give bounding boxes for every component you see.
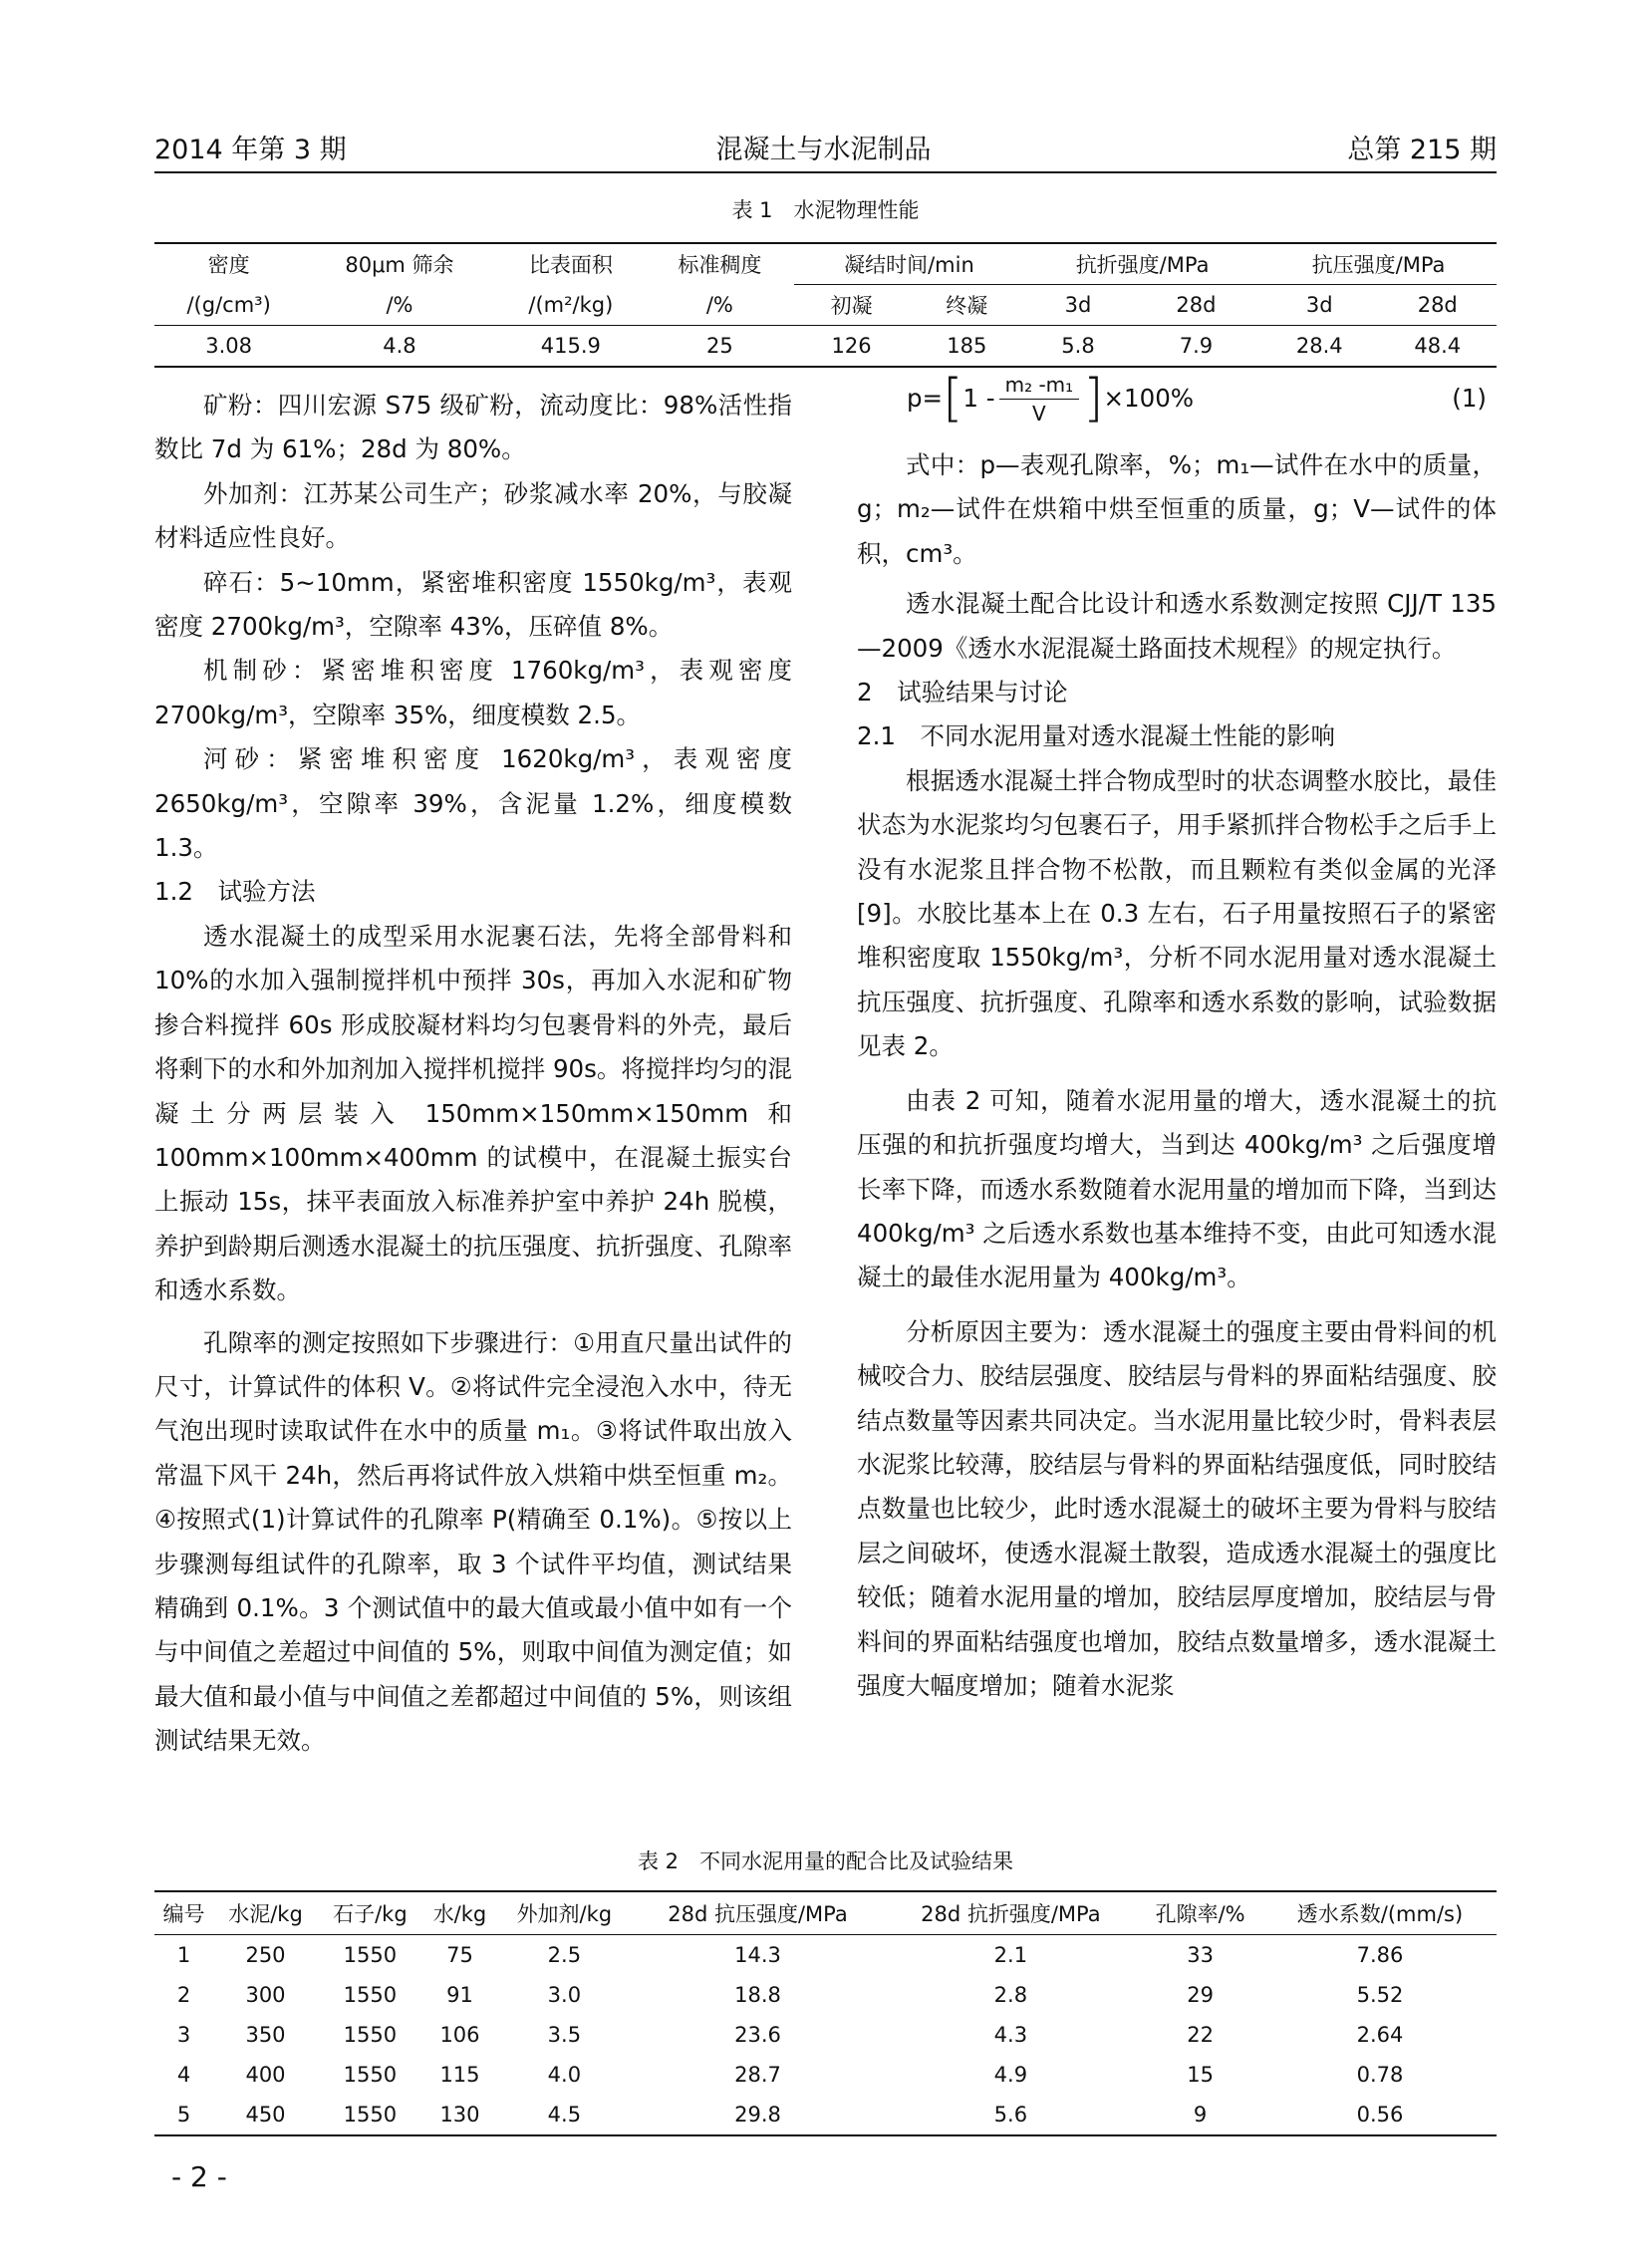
t2-cell: 1550 — [343, 1943, 398, 1967]
paragraph: 机制砂：紧密堆积密度 1760kg/m³，表观密度 2700kg/m³，空隙率 35%，细度模数 2.5。 — [154, 656, 792, 729]
fraction — [999, 371, 1080, 427]
t2-cell: 2.64 — [1356, 2023, 1404, 2047]
t1-sub: 3d — [1024, 285, 1132, 326]
t1-cell: 185 — [947, 334, 987, 358]
t2-cell: 106 — [439, 2023, 480, 2047]
t1-head: 比表面积 — [528, 253, 613, 278]
paragraph: 矿粉：四川宏源 S75 级矿粉，流动度比：98%活性指数比 7d 为 61%；28d 为 80%。 — [154, 391, 792, 464]
t2-cell: 130 — [439, 2103, 480, 2126]
t2-head: 编号 — [154, 1891, 213, 1935]
t2-cell: 33 — [1187, 1943, 1214, 1967]
t1-head: 标准稠度 — [678, 253, 762, 278]
t2-cell: 400 — [245, 2063, 286, 2087]
t1-unit: /(m²/kg) — [496, 285, 646, 326]
table-row — [154, 2055, 1497, 2095]
fraction-numerator: m₂ -m₁ — [999, 371, 1080, 400]
t2-cell: 91 — [446, 1983, 473, 2007]
right-column — [857, 369, 1497, 1708]
table-row — [154, 1975, 1497, 2015]
paragraph: 分析原因主要为：透水混凝土的强度主要由骨料间的机械咬合力、胶结层强度、胶结层与骨料的界面粘结强度、胶结点数量等因素共同决定。当水泥用量比较少时，骨料表层水泥浆比较薄，胶结层与骨料的界面粘结强度低，同时胶结点数量也比较少，此时透水混凝土的破坏主要为骨料与胶结层之间破坏，使透水混凝土散裂，造成透水混凝土的强度比较低；随着水泥用量的增加，胶结层厚度增加，胶结层与骨料间的界面粘结强度也增加，胶结点数量增多，透水混凝土强度大幅度增加；随着水泥浆 — [857, 1316, 1497, 1700]
t2-cell: 15 — [1187, 2063, 1214, 2087]
t2-cell: 4.9 — [993, 2063, 1028, 2087]
t1-cell: 5.8 — [1061, 334, 1095, 358]
t1-cell: 126 — [831, 334, 872, 358]
t1-sub: 终凝 — [909, 285, 1024, 326]
t2-cell: 9 — [1193, 2103, 1208, 2126]
equation-1 — [857, 354, 1497, 443]
equation-number: (1) — [1452, 383, 1487, 413]
t2-cell: 14.3 — [734, 1943, 781, 1967]
t2-cell: 0.56 — [1356, 2103, 1404, 2126]
page-number: - 2 - — [171, 2160, 227, 2193]
table-row — [154, 2015, 1497, 2055]
t1-sub: 28d — [1132, 285, 1260, 326]
t1-cell: 28.4 — [1295, 334, 1343, 358]
header-rule — [154, 171, 1497, 173]
t2-cell: 2.8 — [993, 1983, 1028, 2007]
t2-cell: 5.52 — [1356, 1983, 1404, 2007]
t2-cell: 4.3 — [993, 2023, 1028, 2047]
t2-cell: 3 — [176, 2023, 191, 2047]
t1-cell: 7.9 — [1179, 334, 1214, 358]
table-row — [154, 1935, 1497, 1976]
t2-cell: 7.86 — [1356, 1943, 1404, 1967]
table2 — [154, 1890, 1497, 2136]
paragraph: 透水混凝土配合比设计和透水系数测定按照 CJJ/T 135—2009《透水水泥混凝土路面技术规程》的规定执行。 — [857, 589, 1497, 663]
t2-cell: 3.0 — [547, 1983, 582, 2007]
t2-cell: 23.6 — [734, 2023, 781, 2047]
t2-head: 水/kg — [422, 1891, 497, 1935]
t2-head: 孔隙率/% — [1137, 1891, 1263, 1935]
t2-cell: 18.8 — [734, 1983, 781, 2007]
t2-cell: 450 — [245, 2103, 286, 2126]
paragraph: 式中：p—表观孔隙率，%；m₁—试件在水中的质量，g；m₂—试件在烘箱中烘至恒重的质量，g；V—试件的体积，cm³。 — [857, 450, 1497, 568]
t1-cell: 4.8 — [383, 334, 416, 358]
t2-cell: 22 — [1187, 2023, 1214, 2047]
header-right: 总第 215 期 — [1347, 135, 1497, 165]
paragraph: 河砂：紧密堆积密度 1620kg/m³，表观密度 2650kg/m³，空隙率 39%，含泥量 1.2%，细度模数 1.3。 — [154, 744, 792, 863]
paragraph: 碎石：5~10mm，紧密堆积密度 1550kg/m³，表观密度 2700kg/m³，空隙率 43%，压碎值 8%。 — [154, 567, 792, 642]
header-left: 2014 年第 3 期 — [154, 135, 347, 165]
left-column — [154, 384, 792, 1764]
paragraph: 透水混凝土的成型采用水泥裹石法，先将全部骨料和 10%的水加入强制搅拌机中预拌 30s，再加入水泥和矿物掺合料搅拌 60s 形成胶凝材料均匀包裹骨料的外壳，最后将剩下的水和外加剂加入搅拌机搅拌 90s。将搅拌均匀的混凝土分两层装入 150mm×150mm×150mm 和 100mm×100mm×400mm 的试模中，在混凝土振实台上振动 15s，抹平表面放入标准养护室中养护 24h 脱模，养护到龄期后测透水混凝土的抗压强度、抗折强度、孔隙率和透水系数。 — [154, 921, 792, 1305]
t1-head: 抗压强度/MPa — [1260, 243, 1497, 285]
t1-head: 抗折强度/MPa — [1024, 243, 1260, 285]
t2-cell: 2 — [176, 1983, 191, 2007]
t2-head: 28d 抗折强度/MPa — [884, 1891, 1137, 1935]
fraction-denominator: V — [1032, 401, 1046, 425]
t2-cell: 1550 — [343, 2023, 398, 2047]
t1-head: 凝结时间/min — [794, 243, 1024, 285]
t1-sub: 初凝 — [794, 285, 910, 326]
t2-cell: 29 — [1187, 1983, 1214, 2007]
t2-cell: 1550 — [343, 2103, 398, 2126]
header-center: 混凝土与水泥制品 — [715, 135, 932, 165]
t1-unit: /% — [303, 285, 495, 326]
t2-head: 28d 抗压强度/MPa — [632, 1891, 885, 1935]
t2-cell: 1550 — [343, 2063, 398, 2087]
t2-cell: 250 — [245, 1943, 286, 1967]
bracket-left: [ — [943, 369, 963, 428]
t1-unit: /% — [646, 285, 794, 326]
paragraph: 孔隙率的测定按照如下步骤进行：①用直尺量出试件的尺寸，计算试件的体积 V。②将试件完全浸泡入水中，待无气泡出现时读取试件在水中的质量 m₁。③将试件取出放入常温下风干 24h，然后再将试件放入烘箱中烘至恒重 m₂。④按照式(1)计算试件的孔隙率 P(精确至 0.1%)。⑤按以上步骤测每组试件的孔隙率，取 3 个试件平均值，测试结果精确到 0.1%。3 个测试值中的最大值或最小值中如有一个与中间值之差超过中间值的 5%，则取中间值为测定值；如最大值和最小值与中间值之差都超过中间值的 5%，则该组测试结果无效。 — [154, 1327, 792, 1756]
t2-cell: 4 — [176, 2063, 191, 2087]
table-row — [154, 2095, 1497, 2135]
t2-cell: 3.5 — [547, 2023, 582, 2047]
subsection-heading: 2.1 不同水泥用量对透水混凝土性能的影响 — [857, 721, 1335, 751]
t1-sub: 3d — [1260, 285, 1378, 326]
t2-cell: 4.5 — [547, 2103, 582, 2126]
t2-head: 透水系数/(mm/s) — [1263, 1891, 1497, 1935]
paragraph: 外加剂：江苏某公司生产；砂浆减水率 20%，与胶凝材料适应性良好。 — [154, 478, 792, 553]
t2-cell: 0.78 — [1356, 2063, 1404, 2087]
formula-one: 1 - — [962, 383, 995, 413]
section-heading: 1.2 试验方法 — [154, 877, 316, 907]
t2-cell: 28.7 — [734, 2063, 781, 2087]
table2-caption: 表 2 不同水泥用量的配合比及试验结果 — [637, 1849, 1014, 1873]
t2-cell: 1550 — [343, 1983, 398, 2007]
t2-cell: 29.8 — [734, 2103, 781, 2126]
t1-cell: 48.4 — [1414, 334, 1462, 358]
t1-cell: 3.08 — [205, 334, 253, 358]
t2-cell: 300 — [245, 1983, 286, 2007]
t1-unit: /(g/cm³) — [154, 285, 303, 326]
bracket-right: ] — [1083, 369, 1104, 428]
t2-head: 外加剂/kg — [497, 1891, 631, 1935]
t2-cell: 115 — [439, 2063, 480, 2087]
t1-sub: 28d — [1378, 285, 1497, 326]
paragraph: 由表 2 可知，随着水泥用量的增大，透水混凝土的抗压强的和抗折强度均增大，当到达 400kg/m³ 之后强度增长率下降，而透水系数随着水泥用量的增加而下降，当到达 400kg/m³ 之后透水系数也基本维持不变，由此可知透水混凝土的最佳水泥用量为 400kg/m³。 — [857, 1085, 1497, 1292]
table1 — [154, 242, 1497, 368]
t2-cell: 4.0 — [547, 2063, 582, 2087]
formula-lhs: p= — [907, 383, 944, 413]
t2-cell: 75 — [446, 1943, 473, 1967]
t2-head: 石子/kg — [318, 1891, 422, 1935]
table1-caption: 表 1 水泥物理性能 — [731, 198, 920, 222]
t2-head: 水泥/kg — [213, 1891, 318, 1935]
t2-cell: 5.6 — [993, 2103, 1028, 2126]
t2-cell: 1 — [176, 1943, 191, 1967]
t2-cell: 350 — [245, 2023, 286, 2047]
t2-cell: 2.5 — [547, 1943, 582, 1967]
section-heading: 2 试验结果与讨论 — [857, 678, 1068, 708]
t2-cell: 2.1 — [993, 1943, 1028, 1967]
t1-cell: 25 — [706, 334, 733, 358]
t1-head: 密度 — [207, 253, 250, 278]
t1-cell: 415.9 — [540, 334, 601, 358]
formula-tail: ×100% — [1103, 383, 1195, 413]
t1-head: 80μm 筛余 — [345, 253, 454, 278]
paragraph: 根据透水混凝土拌合物成型时的状态调整水胶比，最佳状态为水泥浆均匀包裹石子，用手紧抓拌合物松手之后手上没有水泥浆且拌合物不松散，而且颗粒有类似金属的光泽[9]。水胶比基本上在 0.3 左右，石子用量按照石子的紧密堆积密度取 1550kg/m³，分析不同水泥用量对透水混凝土抗压强度、抗折强度、孔隙率和透水系数的影响，试验数据见表 2。 — [857, 765, 1497, 1061]
t2-cell: 5 — [176, 2103, 191, 2126]
